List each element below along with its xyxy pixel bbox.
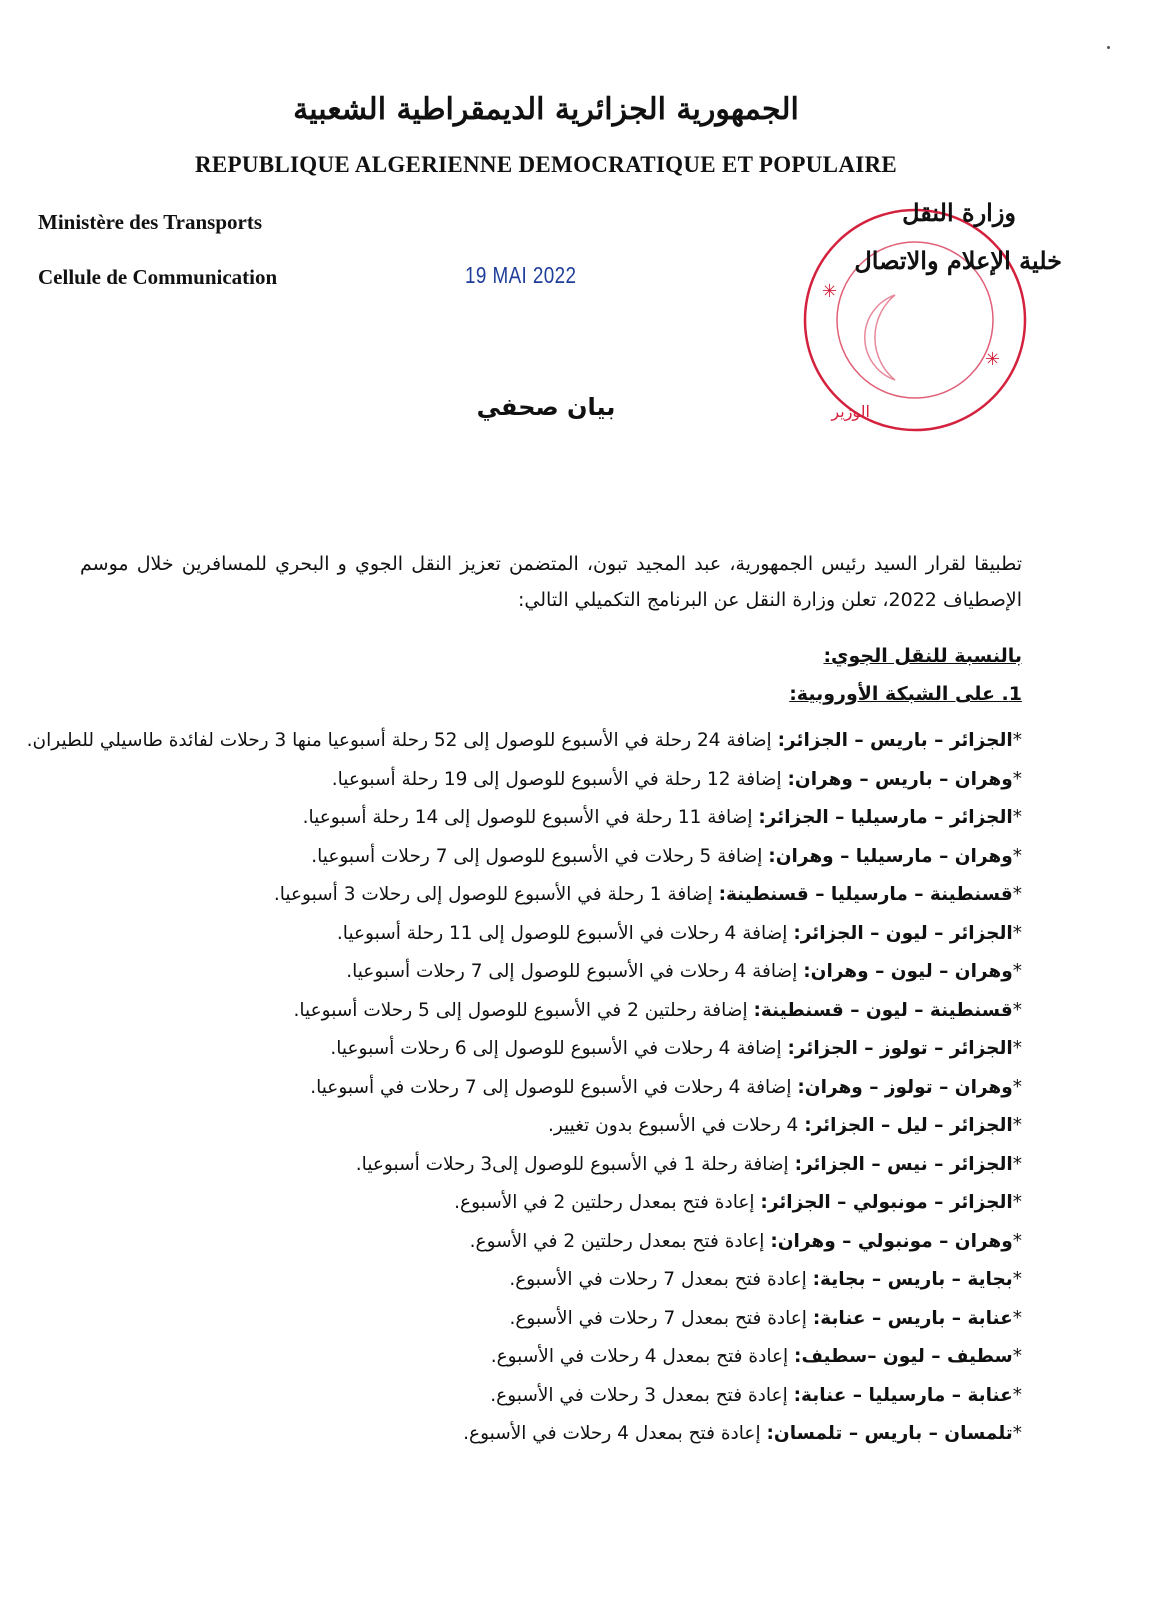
cell-name-french: Cellule de Communication <box>38 265 278 289</box>
route-detail: إعادة فتح بمعدل 4 رحلات في الأسبوع. <box>490 1346 789 1367</box>
bullet-asterisk: * <box>1012 1423 1022 1444</box>
route-item <box>62 1300 1022 1339</box>
route-item <box>62 1338 1022 1377</box>
route-detail: إضافة 24 رحلة في الأسبوع للوصول إلى 52 رحلة أسبوعيا منها 3 رحلات لفائدة طاسيلي للطيران. <box>26 730 772 751</box>
route-item <box>62 1377 1022 1416</box>
route-name: عنابة – مارسيليا – عنابة: <box>793 1384 1013 1406</box>
route-name: وهران – باريس – وهران: <box>787 768 1013 790</box>
route-item <box>62 915 1022 954</box>
route-detail: إضافة 11 رحلة في الأسبوع للوصول إلى 14 رحلة أسبوعيا. <box>302 807 753 828</box>
route-name: بجاية – باريس – بجاية: <box>812 1269 1013 1290</box>
subsection-heading: 1. على الشبكة الأوروبية: <box>789 683 1022 705</box>
route-detail: إعادة فتح بمعدل رحلتين 2 في الأسبوع. <box>454 1192 755 1213</box>
route-item <box>62 1261 1022 1300</box>
route-detail: إضافة 4 رحلات في الأسبوع للوصول إلى 6 رحلات أسبوعيا. <box>330 1038 782 1059</box>
ministry-name-french: Ministère des Transports <box>38 210 262 234</box>
bullet-asterisk: * <box>1012 1346 1022 1367</box>
route-name: الجزائر – مونبولي – الجزائر: <box>760 1192 1013 1213</box>
date-stamp: 19 MAI 2022 <box>465 262 577 288</box>
route-name: تلمسان – باريس – تلمسان: <box>766 1423 1013 1444</box>
seal-label: الوزير <box>831 402 870 421</box>
seal-star-right-icon: ✳ <box>985 349 1001 370</box>
route-name: وهران – ليون – وهران: <box>803 961 1013 982</box>
bullet-asterisk: * <box>1012 768 1022 790</box>
document-title: بيان صحفي <box>476 393 616 421</box>
route-item <box>62 1184 1022 1223</box>
route-detail: إضافة 12 رحلة في الأسبوع للوصول إلى 19 رحلة أسبوعيا. <box>331 768 782 790</box>
route-name: سطيف – ليون –سطيف: <box>794 1346 1013 1367</box>
route-item <box>62 1030 1022 1069</box>
republic-name-french: REPUBLIQUE ALGERIENNE DEMOCRATIQUE ET POPULAIRE <box>194 152 898 177</box>
bullet-asterisk: * <box>1012 1076 1022 1098</box>
route-detail: إضافة 1 رحلة في الأسبوع للوصول إلى رحلات 3 أسبوعيا. <box>273 884 713 905</box>
bullet-asterisk: * <box>1012 1384 1022 1406</box>
bullet-asterisk: * <box>1012 807 1022 828</box>
bullet-asterisk: * <box>1012 1192 1022 1213</box>
bullet-asterisk: * <box>1012 730 1022 751</box>
route-detail: إضافة 4 رحلات في الأسبوع للوصول إلى 11 رحلة أسبوعيا. <box>336 922 788 944</box>
route-detail: إضافة رحلتين 2 في الأسبوع للوصول إلى 5 رحلات أسبوعيا. <box>293 999 748 1021</box>
intro-paragraph: تطبيقا لقرار السيد رئيس الجمهورية، عبد المجيد تبون، المتضمن تعزيز النقل الجوي و البحري للمسافرين خلال موسم الإصطياف 2022، تعلن وزارة النقل عن البرنامج التكميلي التالي: <box>80 553 1022 611</box>
bullet-asterisk: * <box>1012 961 1022 982</box>
bullet-asterisk: * <box>1012 1230 1022 1252</box>
route-item <box>62 1107 1022 1146</box>
bullet-asterisk: * <box>1012 1115 1022 1136</box>
route-item <box>62 1069 1022 1108</box>
scan-speck <box>1107 46 1110 49</box>
route-name: الجزائر – تولوز – الجزائر: <box>787 1038 1013 1059</box>
bullet-asterisk: * <box>1012 884 1022 905</box>
bullet-asterisk: * <box>1012 922 1022 944</box>
route-name: الجزائر – ليل – الجزائر: <box>804 1115 1013 1136</box>
route-item <box>62 838 1022 877</box>
route-item <box>26 722 1022 761</box>
route-item <box>62 1146 1022 1185</box>
route-item <box>62 799 1022 838</box>
route-name: الجزائر – نيس – الجزائر: <box>794 1153 1013 1175</box>
route-name: قسنطينة – مارسيليا – قسنطينة: <box>718 884 1013 905</box>
route-detail: إعادة فتح بمعدل رحلتين 2 في الأسوع. <box>469 1230 765 1252</box>
route-name: وهران – مارسيليا – وهران: <box>768 845 1013 867</box>
route-item <box>62 761 1022 800</box>
bullet-asterisk: * <box>1012 1307 1022 1329</box>
seal-star-left-icon: ✳ <box>822 281 838 302</box>
route-name: الجزائر – باريس – الجزائر: <box>777 730 1013 751</box>
bullet-asterisk: * <box>1012 1153 1022 1175</box>
route-detail: إضافة 4 رحلات في الأسبوع للوصول إلى 7 رحلات أسبوعيا. <box>346 961 798 982</box>
route-item <box>62 992 1022 1031</box>
route-name: وهران – مونبولي – وهران: <box>770 1230 1013 1252</box>
route-name: الجزائر – مارسيليا – الجزائر: <box>758 807 1013 828</box>
republic-name-arabic: الجمهورية الجزائرية الديمقراطية الشعبية <box>293 92 799 127</box>
route-detail: إضافة 4 رحلات في الأسبوع للوصول إلى 7 رحلات في أسبوعيا. <box>310 1076 792 1098</box>
seal-crescent <box>865 295 895 380</box>
bullet-asterisk: * <box>1012 999 1022 1021</box>
route-item <box>62 953 1022 992</box>
route-item <box>62 1415 1022 1454</box>
route-detail: 4 رحلات في الأسبوع بدون تغيير. <box>547 1115 799 1136</box>
route-detail: إضافة رحلة 1 في الأسبوع للوصول إلى3 رحلات أسبوعيا. <box>355 1153 789 1175</box>
route-detail: إعادة فتح بمعدل 7 رحلات في الأسبوع. <box>509 1307 807 1329</box>
bullet-asterisk: * <box>1012 1038 1022 1059</box>
route-name: قسنطينة – ليون – قسنطينة: <box>753 999 1013 1021</box>
route-detail: إضافة 5 رحلات في الأسبوع للوصول إلى 7 رحلات أسبوعيا. <box>311 845 763 867</box>
section-heading: بالنسبة للنقل الجوي: <box>823 645 1022 667</box>
route-item <box>62 1223 1022 1262</box>
route-name: عنابة – باريس – عنابة: <box>812 1307 1013 1329</box>
bullet-asterisk: * <box>1012 845 1022 867</box>
route-detail: إعادة فتح بمعدل 4 رحلات في الأسبوع. <box>463 1423 761 1444</box>
route-detail: إعادة فتح بمعدل 3 رحلات في الأسبوع. <box>490 1384 788 1406</box>
route-name: الجزائر – ليون – الجزائر: <box>793 922 1013 944</box>
route-list <box>26 722 1022 1454</box>
route-name: وهران – تولوز – وهران: <box>797 1076 1013 1098</box>
route-detail: إعادة فتح بمعدل 7 رحلات في الأسبوع. <box>509 1269 807 1290</box>
cell-name-arabic: خلية الإعلام والاتصال <box>854 246 1062 275</box>
route-item <box>62 876 1022 915</box>
ministry-name-arabic: وزارة النقل <box>902 198 1016 227</box>
bullet-asterisk: * <box>1012 1269 1022 1290</box>
